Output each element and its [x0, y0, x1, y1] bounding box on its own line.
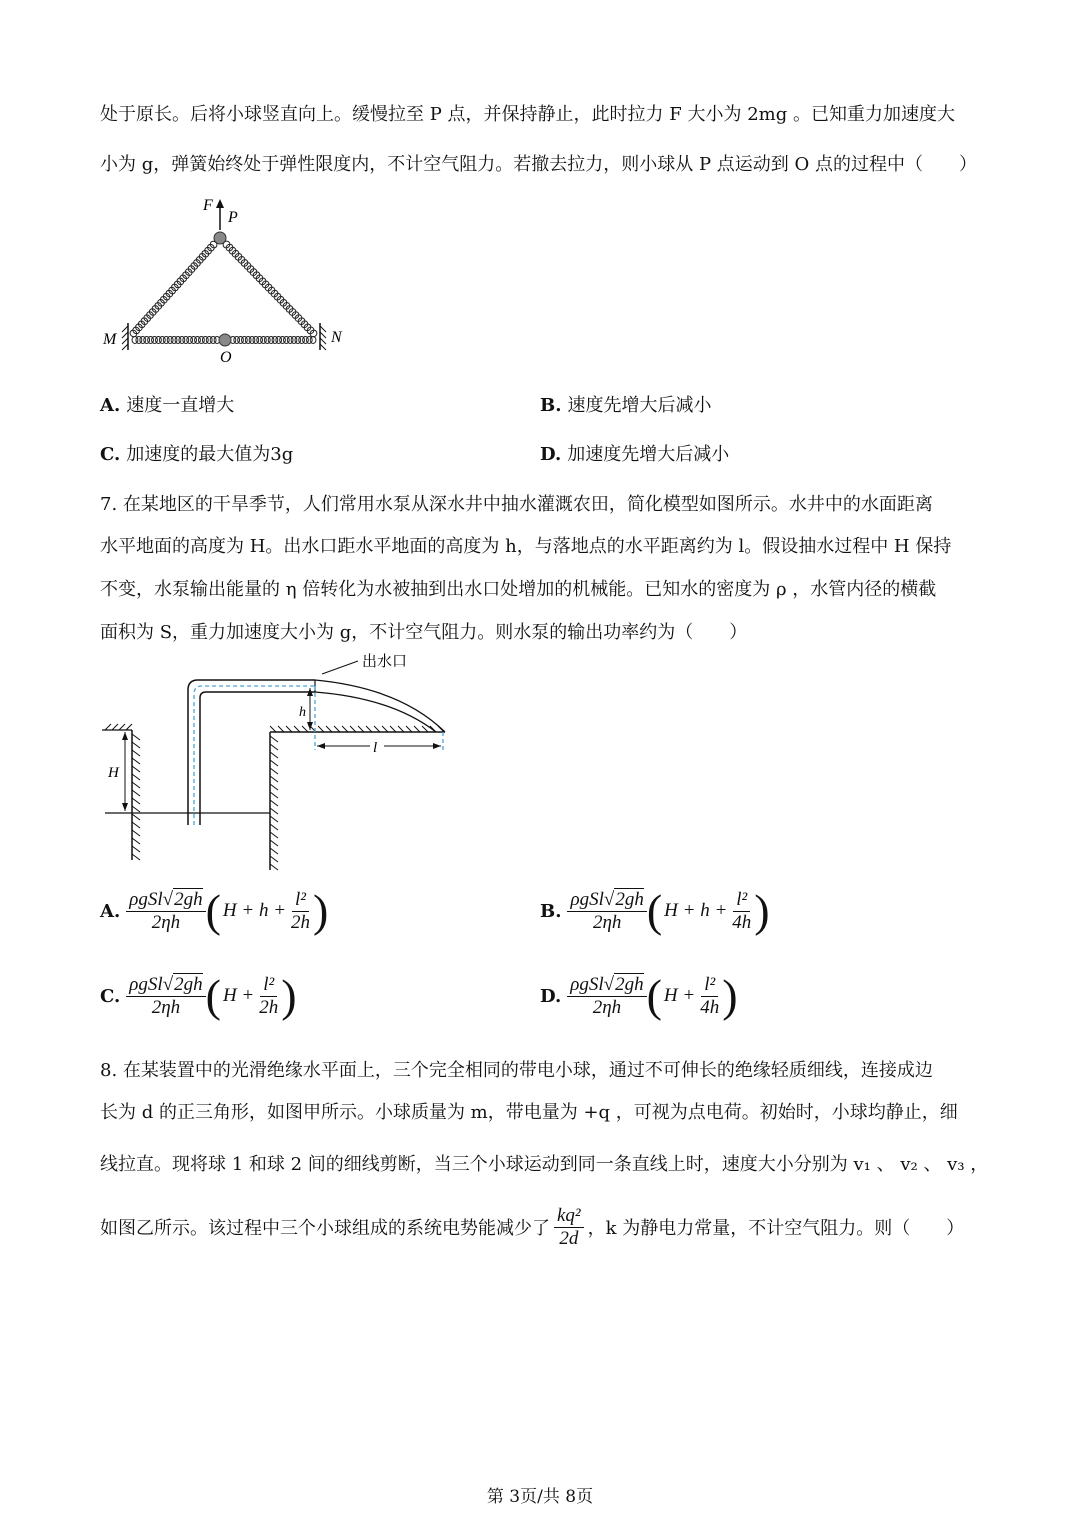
- q7-option-b[interactable]: B. $\frac{\text{ρgSl√2gh}}{2\eta h}$ ( H + h + $\frac{\text{l²}}{4h}$ ): [540, 885, 770, 936]
- water-pump-figure: [100, 650, 460, 872]
- q7-option-c[interactable]: C. $\frac{\text{ρgSl√2gh}}{2\eta h}$ ( H + $\frac{\text{l²}}{2h}$ ): [100, 970, 297, 1021]
- q8-line-3: 线拉直。现将球 1 和球 2 间的细线剪断，当三个小球运动到同一条直线上时，速度大小分别为 v₁ 、 v₂ 、 v₃ ，: [100, 1154, 989, 1175]
- label-M: M: [103, 331, 117, 348]
- springs: [129, 240, 319, 344]
- q7-line-4: 面积为 S，重力加速度大小为 g，不计空气阻力。则水泵的输出功率约为（ ）: [100, 622, 748, 643]
- q6-option-b[interactable]: B. 速度先增大后减小: [540, 395, 712, 416]
- label-F: F: [203, 197, 213, 214]
- q7-line-3: 不变，水泵输出能量的 η 倍转化为水被抽到出水口处增加的机械能。已知水的密度为 ρ ，水管内径的横截: [100, 579, 937, 600]
- q7-line-1: 7. 在某地区的干旱季节，人们常用水泵从深水井中抽水灌溉农田，简化模型如图所示。水井中的水面距离: [100, 494, 933, 515]
- label-H: H: [108, 765, 119, 781]
- q6-option-c[interactable]: C. 加速度的最大值为3g: [100, 444, 294, 465]
- q7-option-d[interactable]: D. $\frac{\text{ρgSl√2gh}}{2\eta h}$ ( H + $\frac{\text{l²}}{4h}$ ): [540, 970, 738, 1021]
- q8-line-1: 8. 在某装置中的光滑绝缘水平面上，三个完全相同的带电小球，通过不可伸长的绝缘轻质细线，连接成边: [100, 1060, 933, 1081]
- q6-option-d[interactable]: D. 加速度先增大后减小: [540, 444, 730, 465]
- label-l: l: [373, 740, 378, 756]
- q7-option-a[interactable]: A. $\frac{\text{ρgSl√2gh}}{2\eta h}$ ( H + h + $\frac{\text{l²}}{2h}$ ): [100, 885, 329, 936]
- spring-triangle-figure: [95, 190, 365, 370]
- label-O: O: [220, 349, 232, 366]
- page-footer: 第 3页/共 8页: [486, 1487, 594, 1507]
- label-N: N: [331, 329, 342, 346]
- ball-O: [219, 334, 231, 346]
- label-P: P: [228, 209, 238, 226]
- q7-line-2: 水平地面的高度为 H。出水口距水平地面的高度为 h，与落地点的水平距离约为 l。假设抽水过程中 H 保持: [100, 536, 952, 557]
- ball-P: [214, 232, 226, 244]
- label-h: h: [299, 705, 306, 720]
- q6-option-a[interactable]: A. 速度一直增大: [100, 395, 235, 416]
- label-outlet: 出水口: [362, 652, 408, 670]
- q6-line-2: 小为 g，弹簧始终处于弹性限度内，不计空气阻力。若撤去拉力，则小球从 P 点运动到 O 点的过程中（ ）: [100, 154, 977, 175]
- q8-line-2: 长为 d 的正三角形，如图甲所示。小球质量为 m，带电量为 +q ，可视为点电荷。初始时，小球均静止，细: [100, 1102, 958, 1123]
- q8-line-4: 如图乙所示。该过程中三个小球组成的系统电势能减少了 $\frac{\text{kq²}}{2d}$ ，k 为静电力常量，不计空气阻力。则（ ）: [100, 1205, 965, 1249]
- q6-line-1: 处于原长。后将小球竖直向上。缓慢拉至 P 点，并保持静止，此时拉力 F 大小为 2mg 。已知重力加速度大: [100, 104, 955, 125]
